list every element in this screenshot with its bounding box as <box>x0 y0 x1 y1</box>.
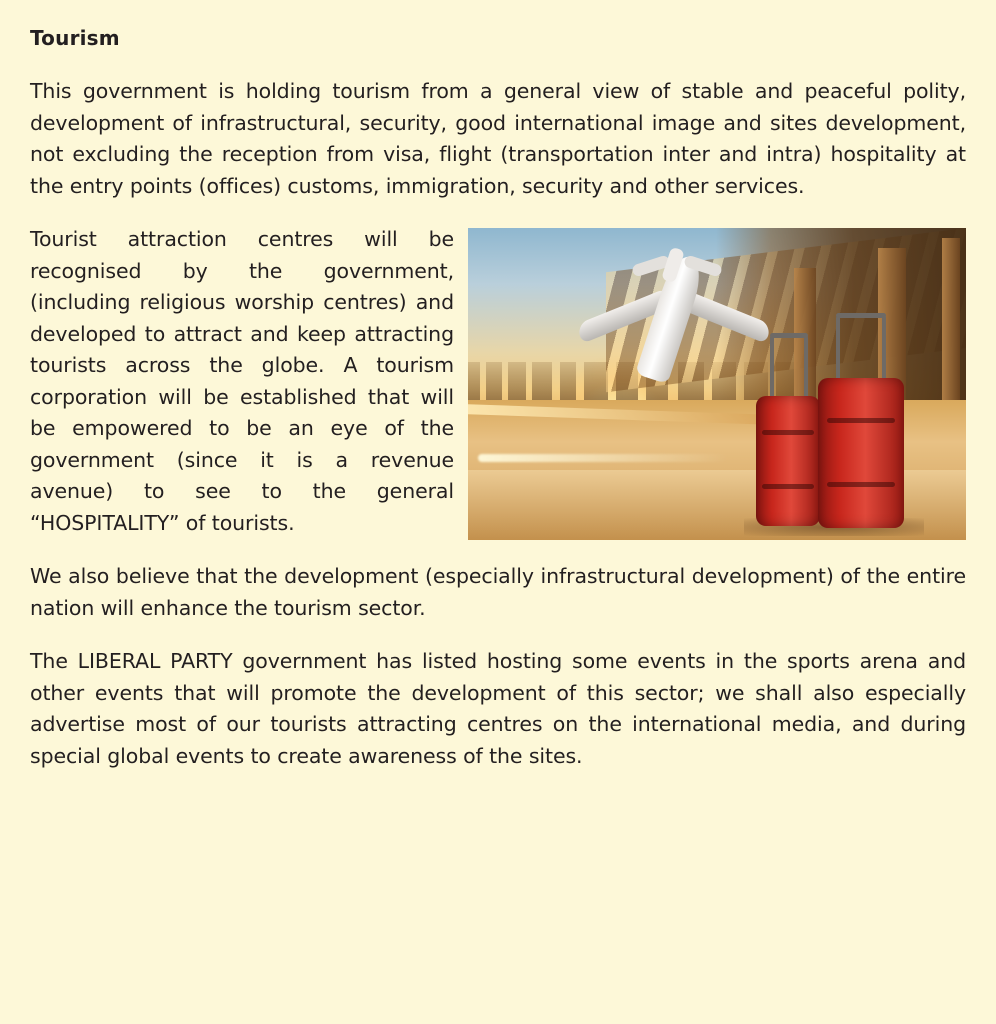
suitcase-handle-bar <box>770 336 774 398</box>
paragraph-3: We also believe that the development (especially infrastructural development) of the entire nation will enhance the tourism sector. <box>30 564 966 620</box>
suitcase-strap <box>827 418 896 423</box>
red-suitcase-small <box>756 396 820 526</box>
paragraph-1: This government is holding tourism from a general view of stable and peaceful polity, development of infrastructural, security, good international image and sites development, not excluding the reception from visa, flight (transportation inter and intra) hospitality at the entry points (offices) customs, immigration, security and other services. <box>30 79 966 198</box>
suitcase-handle-top <box>770 333 808 338</box>
suitcase-strap <box>762 484 813 489</box>
suitcase-strap <box>827 482 896 487</box>
paragraph-4: The LIBERAL PARTY government has listed hosting some events in the sports arena and other events that will promote the development of this sector; we shall also especially advertise most of our tourists attracting centres on the international media, and during special global events to create awareness of the sites. <box>30 649 966 768</box>
red-suitcase-large <box>818 378 904 528</box>
light-streak <box>478 454 728 462</box>
paragraph-2: Tourist attraction centres will be recognised by the government, (including religious worship centres) and developed to attract and keep attracting tourists across the globe. A tourism corporation will be established that will be empowered to be an eye of the government (since it is a revenue avenue) to see to the general “HOSPITALITY” of tourists. <box>30 227 454 535</box>
suitcase-handle-bar <box>836 316 840 380</box>
airport-departure-photo <box>468 228 966 540</box>
suitcase-handle-bar <box>882 316 886 380</box>
suitcase-strap <box>762 430 813 435</box>
suitcase-handle-bar <box>804 336 808 398</box>
suitcase-handle-top <box>836 313 886 318</box>
page-title: Tourism <box>30 26 120 50</box>
photo-illustration <box>468 228 966 540</box>
document-body <box>30 76 966 794</box>
airplane-icon <box>580 250 790 400</box>
